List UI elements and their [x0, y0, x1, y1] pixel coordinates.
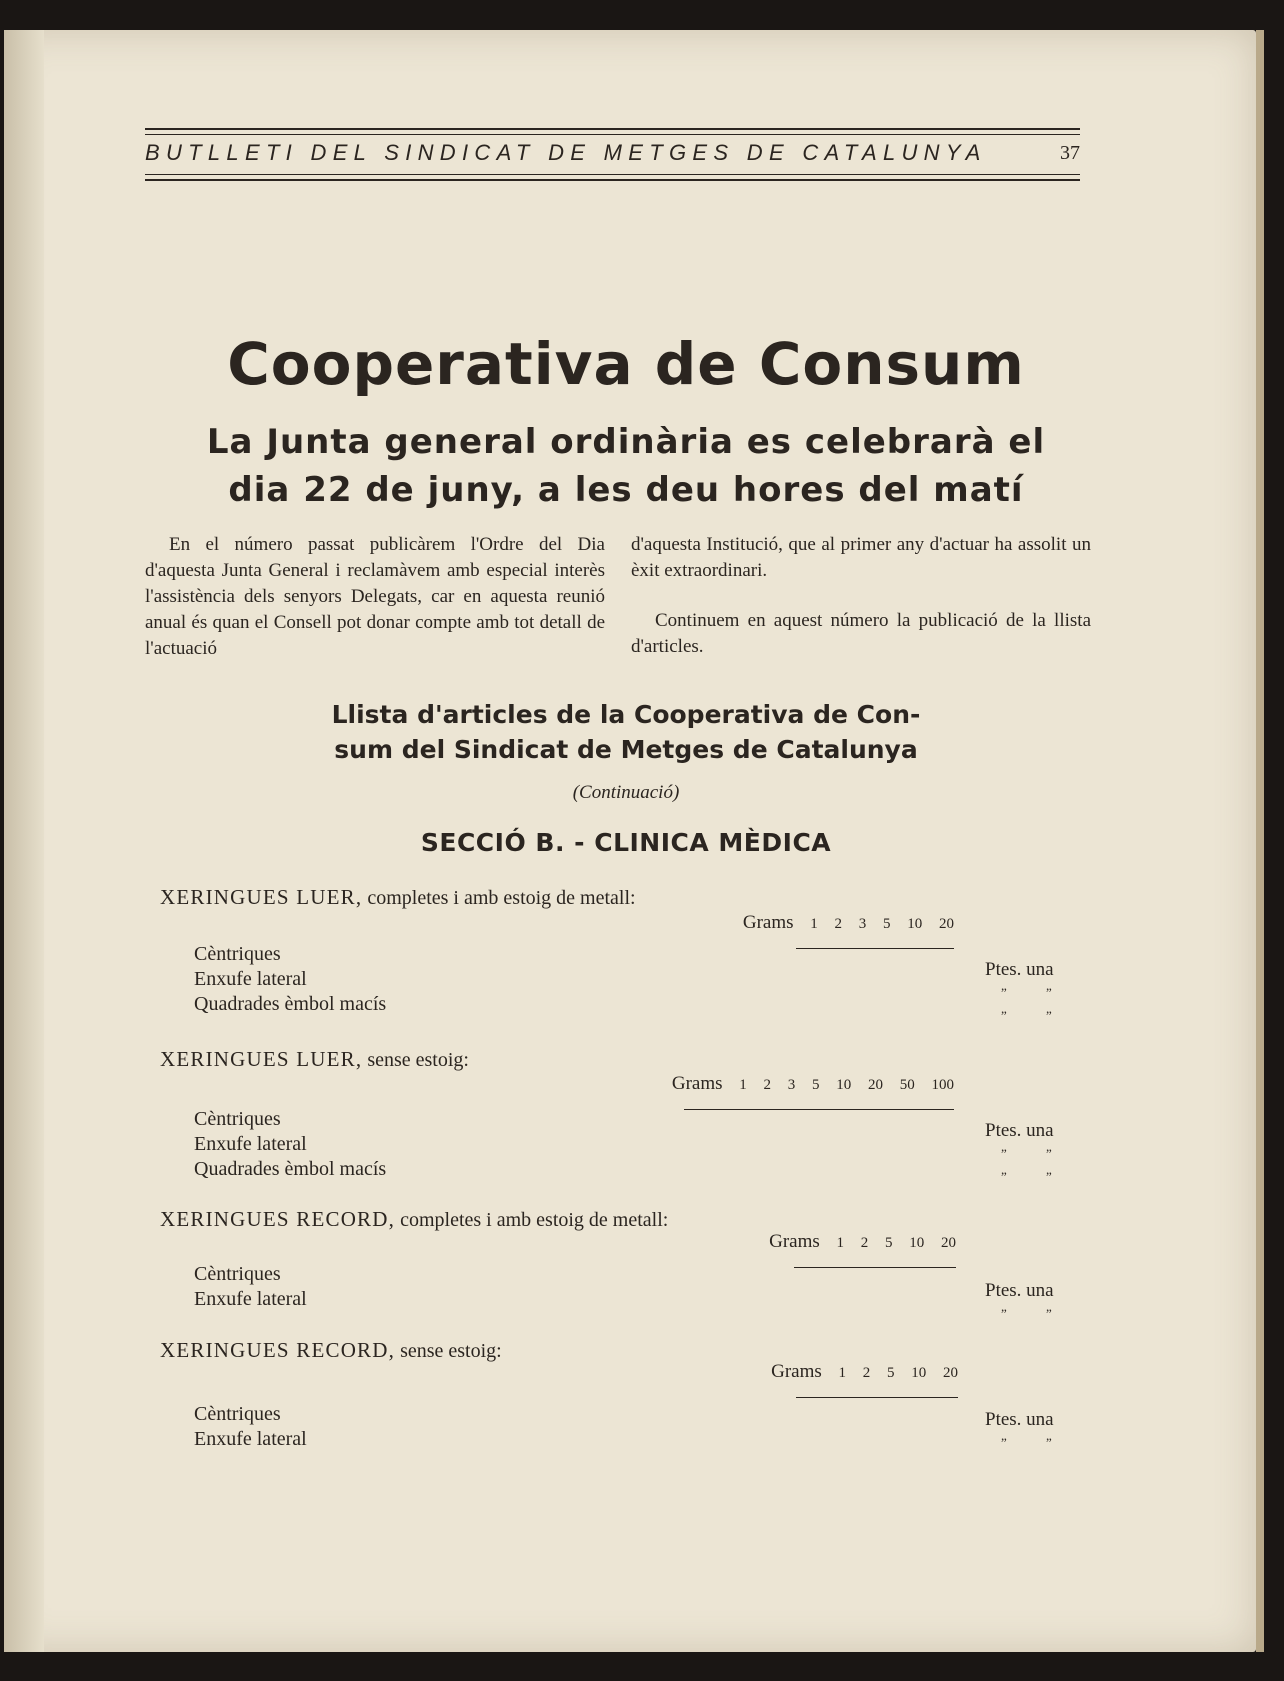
list-heading-line: sum del Sindicat de Metges de Catalunya — [334, 735, 918, 764]
grams-value: 5 — [887, 1365, 895, 1381]
list-heading-line: Llista d'articles de la Cooperativa de Con- — [331, 700, 921, 729]
block-heading — [160, 1207, 668, 1232]
continuation-note: (Continuació) — [572, 782, 680, 803]
grams-value: 1 — [838, 1365, 846, 1381]
grams-value: 5 — [885, 1235, 893, 1251]
block-heading-desc: sense estoig: — [395, 1340, 502, 1362]
page-edge — [1256, 30, 1264, 1652]
item-label: Cèntriques — [194, 1263, 281, 1285]
grams-value: 10 — [836, 1077, 852, 1093]
block-heading-cap: XERINGUES RECORD, — [160, 1338, 396, 1362]
header-rule-bottom-thin — [145, 174, 1080, 175]
grams-value: 20 — [941, 1235, 956, 1251]
header-rule-top — [145, 128, 1080, 130]
grams-value: 2 — [862, 1365, 871, 1381]
right-column — [631, 532, 1091, 660]
subtitle-line: dia 22 de juny, a les deu hores del matí — [228, 470, 1024, 510]
grams-value: 3 — [858, 916, 867, 932]
item-list — [194, 1107, 386, 1182]
article-title: Cooperativa de Consum — [227, 330, 1025, 398]
grams-row — [769, 1231, 956, 1253]
item-list — [194, 942, 386, 1017]
block-heading-cap: XERINGUES LUER, — [160, 1047, 363, 1071]
grams-value: 10 — [911, 1365, 927, 1381]
grams-value: 3 — [787, 1077, 796, 1093]
grams-value: 20 — [939, 916, 954, 932]
block-heading — [160, 885, 636, 910]
item-label: Enxufe lateral — [194, 968, 307, 990]
item-label: Enxufe lateral — [194, 1428, 307, 1450]
grams-value: 2 — [763, 1077, 771, 1093]
grams-value: 1 — [739, 1077, 747, 1093]
grams-value: 2 — [834, 916, 842, 932]
grams-row — [771, 1361, 958, 1383]
grams-underline — [794, 1267, 956, 1268]
grams-value: 2 — [860, 1235, 869, 1251]
block-heading — [160, 1047, 469, 1072]
paragraph: Continuem en aquest número la publicació de la llista d'articles. — [631, 610, 1091, 657]
article-subtitle — [0, 418, 1252, 514]
grams-underline — [796, 1397, 958, 1398]
grams-value: 100 — [931, 1077, 954, 1093]
item-label: Enxufe lateral — [194, 1133, 307, 1155]
grams-value: 1 — [836, 1235, 844, 1251]
grams-value: 10 — [909, 1235, 925, 1251]
item-label: Quadrades èmbol macís — [194, 1158, 387, 1180]
section-heading: SECCIÓ B. - CLINICA MÈDICA — [420, 828, 832, 857]
ditto-marks: ” ” — [1001, 1008, 1070, 1023]
grams-value: 20 — [943, 1365, 958, 1381]
price-column — [985, 1119, 1070, 1188]
ditto-marks: ” ” — [1001, 985, 1070, 1000]
grams-value: 5 — [812, 1077, 820, 1093]
paragraph: En el número passat publicàrem l'Ordre del Dia d'aquesta Junta General i reclamàvem amb especial interès l'assistència dels senyors Delegats, car en aquesta reunió anual és quan el Consell pot donar compte amb tot detall de l'actuació — [145, 534, 605, 659]
grams-label: Grams — [742, 912, 794, 933]
ditto-marks: ” ” — [1001, 1146, 1070, 1161]
grams-value: 5 — [883, 916, 891, 932]
item-label: Quadrades èmbol macís — [194, 993, 387, 1015]
ditto-marks: ” ” — [1001, 1435, 1070, 1450]
paragraph: d'aquesta Institució, que al primer any d'actuar ha assolit un èxit extraordinari. — [631, 534, 1091, 581]
price-column — [985, 958, 1070, 1027]
running-header — [145, 140, 1080, 170]
price-label: Ptes. una — [985, 959, 1054, 980]
block-heading-desc: completes i amb estoig de metall: — [362, 887, 636, 909]
grams-value: 50 — [899, 1077, 915, 1093]
item-list — [194, 1262, 307, 1312]
grams-label: Grams — [771, 1361, 822, 1382]
block-heading-cap: XERINGUES LUER, — [160, 885, 363, 909]
price-label: Ptes. una — [985, 1409, 1054, 1430]
grams-underline — [796, 948, 954, 949]
grams-row — [672, 1073, 954, 1095]
price-column — [985, 1279, 1070, 1325]
item-label: Enxufe lateral — [194, 1288, 307, 1310]
price-label: Ptes. una — [985, 1280, 1054, 1301]
item-list — [194, 1402, 307, 1452]
grams-value: 1 — [810, 916, 818, 932]
grams-row — [743, 912, 954, 934]
subtitle-line: La Junta general ordinària es celebrarà el — [206, 422, 1046, 462]
left-column — [145, 532, 605, 662]
header-rule-bottom — [145, 179, 1080, 181]
item-label: Cèntriques — [194, 1403, 281, 1425]
block-heading-cap: XERINGUES RECORD, — [160, 1207, 396, 1231]
item-label: Cèntriques — [194, 943, 281, 965]
item-label: Cèntriques — [194, 1108, 281, 1130]
page-number: 37 — [1060, 142, 1080, 164]
price-column — [985, 1408, 1070, 1454]
ditto-marks: ” ” — [1001, 1169, 1070, 1184]
ditto-marks: ” ” — [1001, 1306, 1070, 1321]
list-heading — [0, 697, 1252, 767]
grams-label: Grams — [671, 1073, 723, 1094]
journal-title: BUTLLETI DEL SINDICAT DE METGES DE CATALUNYA — [145, 140, 987, 165]
block-heading — [160, 1338, 502, 1363]
header-rule-top-thin — [145, 134, 1080, 135]
grams-label: Grams — [769, 1231, 820, 1252]
grams-value: 10 — [907, 916, 923, 932]
block-heading-desc: sense estoig: — [362, 1049, 469, 1071]
price-label: Ptes. una — [985, 1120, 1054, 1141]
grams-underline — [684, 1109, 954, 1110]
block-heading-desc: completes i amb estoig de metall: — [395, 1209, 669, 1231]
grams-value: 20 — [868, 1077, 883, 1093]
